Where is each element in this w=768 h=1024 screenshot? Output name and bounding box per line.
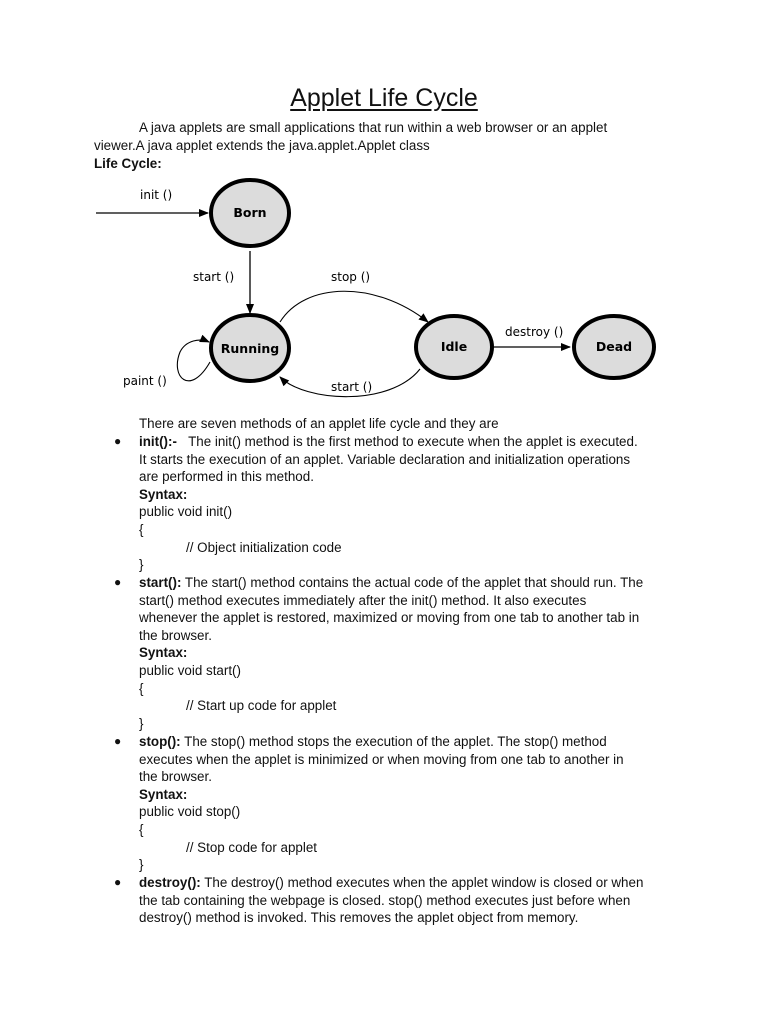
method-desc-line: The stop() method stops the execution of the applet. The stop() method: [184, 734, 607, 749]
intro-line-2: viewer.A java applet extends the java.applet.Applet class: [94, 138, 430, 153]
code-signature: public void init(): [139, 504, 233, 520]
code-comment: // Stop code for applet: [186, 839, 318, 855]
paint-label: paint (): [123, 374, 167, 388]
syntax-label: Syntax:: [139, 645, 188, 661]
paint-loop-arrow: [177, 340, 210, 381]
node-running: [211, 315, 289, 381]
syntax-label: Syntax:: [139, 786, 188, 802]
code-comment: // Object initialization code: [186, 539, 342, 555]
bullet-icon: ●: [114, 434, 122, 448]
code-close-brace: }: [139, 857, 144, 873]
method-desc-line: the tab containing the webpage is closed. stop() method executes just before when: [139, 892, 631, 908]
syntax-label: Syntax:: [139, 486, 188, 502]
method-name: destroy():: [139, 875, 201, 890]
method-desc-line: are performed in this method.: [139, 469, 314, 485]
destroy-label: destroy (): [505, 325, 564, 339]
code-close-brace: }: [139, 557, 144, 573]
node-dead-label: Dead: [595, 339, 633, 354]
method-desc-line: the browser.: [139, 627, 212, 643]
method-desc-line: The start() method contains the actual code of the applet that should run. The: [184, 575, 644, 590]
node-idle-label: Idle: [440, 339, 468, 354]
code-open-brace: {: [139, 680, 144, 696]
code-signature: public void start(): [139, 663, 241, 678]
page-title: Applet Life Cycle: [290, 84, 478, 112]
method-desc-line: start() method executes immediately after the init() method. It also executes: [139, 592, 587, 608]
bullet-icon: ●: [114, 875, 122, 889]
stop-arrow: [280, 291, 428, 322]
method-desc-line: executes when the applet is minimized or when moving from one tab to another in: [139, 751, 624, 767]
node-dead: [574, 316, 654, 378]
method-desc-line: whenever the applet is restored, maximized or moving from one tab to another tab in: [139, 610, 640, 626]
method-desc-line: The destroy() method executes when the applet window is closed or when: [204, 875, 644, 890]
lifecycle-heading: Life Cycle:: [94, 156, 162, 171]
node-idle: [416, 316, 492, 378]
code-signature: public void stop(): [139, 804, 241, 820]
lifecycle-diagram: [90, 172, 670, 407]
code-open-brace: {: [139, 822, 144, 837]
method-name: start():: [139, 575, 182, 590]
code-open-brace: {: [139, 522, 144, 537]
seven-methods-intro: There are seven methods of an applet life cycle and they are: [139, 416, 499, 431]
method-desc-line: destroy() method is invoked. This removes the applet object from memory.: [139, 910, 579, 926]
method-desc-line: the browser.: [139, 769, 212, 785]
node-born-label: Born: [233, 205, 267, 220]
method-desc-line: The init() method is the first method to execute when the applet is executed.: [188, 434, 638, 449]
stop-label: stop (): [331, 270, 371, 284]
node-born: [211, 180, 289, 246]
start-back-label: start (): [331, 380, 373, 394]
start-down-label: start (): [193, 270, 235, 284]
method-name: stop():: [139, 734, 181, 749]
code-comment: // Start up code for applet: [186, 698, 337, 714]
method-desc-line: It starts the execution of an applet. Variable declaration and initialization operations: [139, 451, 631, 467]
intro-line-1: A java applets are small applications that run within a web browser or an applet: [139, 120, 608, 135]
init-label: init (): [140, 188, 173, 202]
code-close-brace: }: [139, 715, 144, 731]
bullet-icon: ●: [114, 575, 122, 589]
node-running-label: Running: [220, 341, 280, 356]
bullet-icon: ●: [114, 734, 122, 748]
method-name: init():-: [139, 434, 177, 449]
